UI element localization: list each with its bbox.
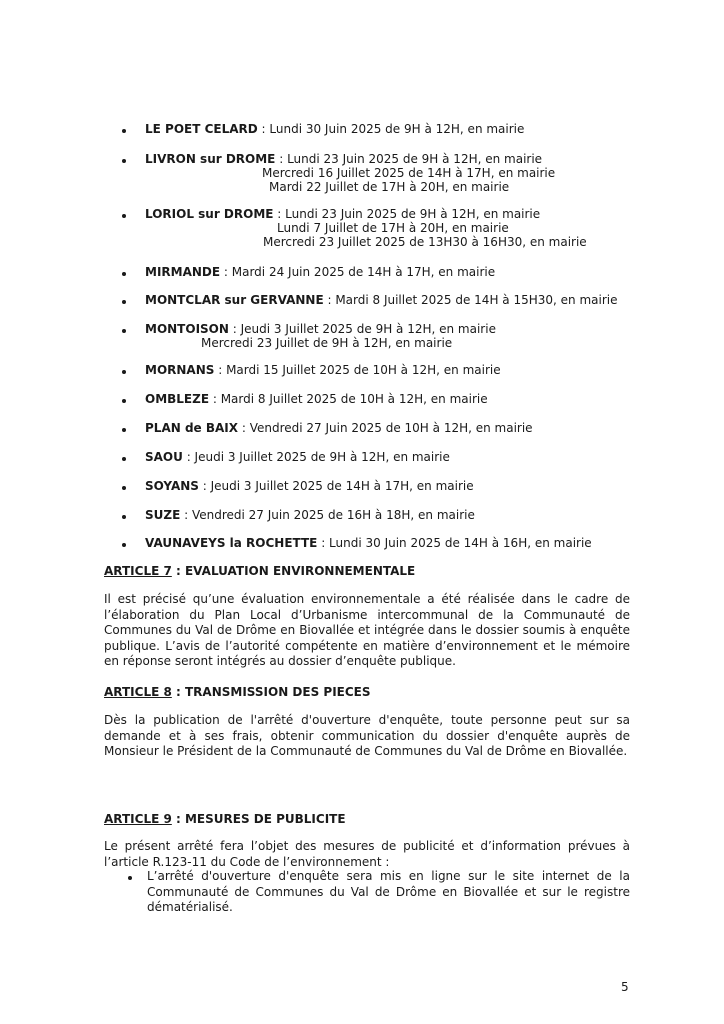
- bullet-icon: [122, 370, 126, 374]
- bullet-icon: [122, 399, 126, 403]
- article-9-heading: ARTICLE 9 : MESURES DE PUBLICITE: [104, 812, 346, 826]
- article-9-paragraph: Le présent arrêté fera l’objet des mesures de publicité et d’information prévues à l’article R.123-11 du Code de l’environnement :: [104, 839, 630, 869]
- list-item-continuation: Mercredi 16 Juillet 2025 de 14H à 17H, en mairie: [262, 166, 556, 180]
- bullet-icon: [122, 272, 126, 276]
- article-7-paragraph: Il est précisé qu’une évaluation environnementale a été réalisée dans le cadre de l’élaboration du Plan Local d’Urbanisme intercommunal de la Communauté de Communes du Val de Drôme en Biovallée et intégrée dans le dossier soumis à enquête publique. L’avis de l’autorité compétente en matière d’environnement et le mémoire en réponse seront intégrés au dossier d’enquête publique.: [104, 592, 630, 669]
- list-item: MONTCLAR sur GERVANNE : Mardi 8 Juillet 2025 de 14H à 15H30, en mairie: [145, 293, 618, 307]
- list-item-continuation: Mercredi 23 Juillet 2025 de 13H30 à 16H30, en mairie: [263, 235, 587, 249]
- bullet-icon: [122, 300, 126, 304]
- bullet-icon: [122, 515, 126, 519]
- list-item: OMBLEZE : Mardi 8 Juillet 2025 de 10H à 12H, en mairie: [145, 392, 488, 406]
- list-item: SUZE : Vendredi 27 Juin 2025 de 16H à 18H, en mairie: [145, 508, 475, 522]
- list-item: MONTOISON : Jeudi 3 Juillet 2025 de 9H à 12H, en mairie: [145, 322, 496, 336]
- bullet-icon: [128, 876, 132, 880]
- bullet-icon: [122, 129, 126, 133]
- article-7-heading: ARTICLE 7 : EVALUATION ENVIRONNEMENTALE: [104, 564, 416, 578]
- bullet-icon: [122, 543, 126, 547]
- list-item-continuation: Mardi 22 Juillet de 17H à 20H, en mairie: [269, 180, 510, 194]
- list-item: SAOU : Jeudi 3 Juillet 2025 de 9H à 12H, en mairie: [145, 450, 450, 464]
- list-item: MORNANS : Mardi 15 Juillet 2025 de 10H à 12H, en mairie: [145, 363, 501, 377]
- article-8-paragraph: Dès la publication de l'arrêté d'ouverture d'enquête, toute personne peut sur sa demande et à ses frais, obtenir communication du dossier d'enquête auprès de Monsieur le Président de la Communauté de Communes du Val de Drôme en Biovallée.: [104, 713, 630, 759]
- list-item: LIVRON sur DROME : Lundi 23 Juin 2025 de 9H à 12H, en mairie: [145, 152, 543, 166]
- list-item: PLAN de BAIX : Vendredi 27 Juin 2025 de 10H à 12H, en mairie: [145, 421, 533, 435]
- list-item-continuation: Mercredi 23 Juillet de 9H à 12H, en mairie: [201, 336, 453, 350]
- bullet-icon: [122, 214, 126, 218]
- list-item: MIRMANDE : Mardi 24 Juin 2025 de 14H à 17H, en mairie: [145, 265, 496, 279]
- bullet-icon: [122, 159, 126, 163]
- page-number: 5: [621, 980, 629, 994]
- article-9-bullet: L’arrêté d'ouverture d'enquête sera mis en ligne sur le site internet de la Communauté de Communes du Val de Drôme en Biovallée et sur le registre dématérialisé.: [147, 869, 630, 915]
- bullet-icon: [122, 329, 126, 333]
- list-item: VAUNAVEYS la ROCHETTE : Lundi 30 Juin 2025 de 14H à 16H, en mairie: [145, 536, 592, 550]
- article-8-heading: ARTICLE 8 : TRANSMISSION DES PIECES: [104, 685, 371, 699]
- list-item-continuation: Lundi 7 Juillet de 17H à 20H, en mairie: [277, 221, 509, 235]
- bullet-icon: [122, 457, 126, 461]
- list-item: SOYANS : Jeudi 3 Juillet 2025 de 14H à 17H, en mairie: [145, 479, 474, 493]
- list-item: LORIOL sur DROME : Lundi 23 Juin 2025 de 9H à 12H, en mairie: [145, 207, 541, 221]
- bullet-icon: [122, 428, 126, 432]
- list-item: LE POET CELARD : Lundi 30 Juin 2025 de 9H à 12H, en mairie: [145, 122, 525, 136]
- bullet-icon: [122, 486, 126, 490]
